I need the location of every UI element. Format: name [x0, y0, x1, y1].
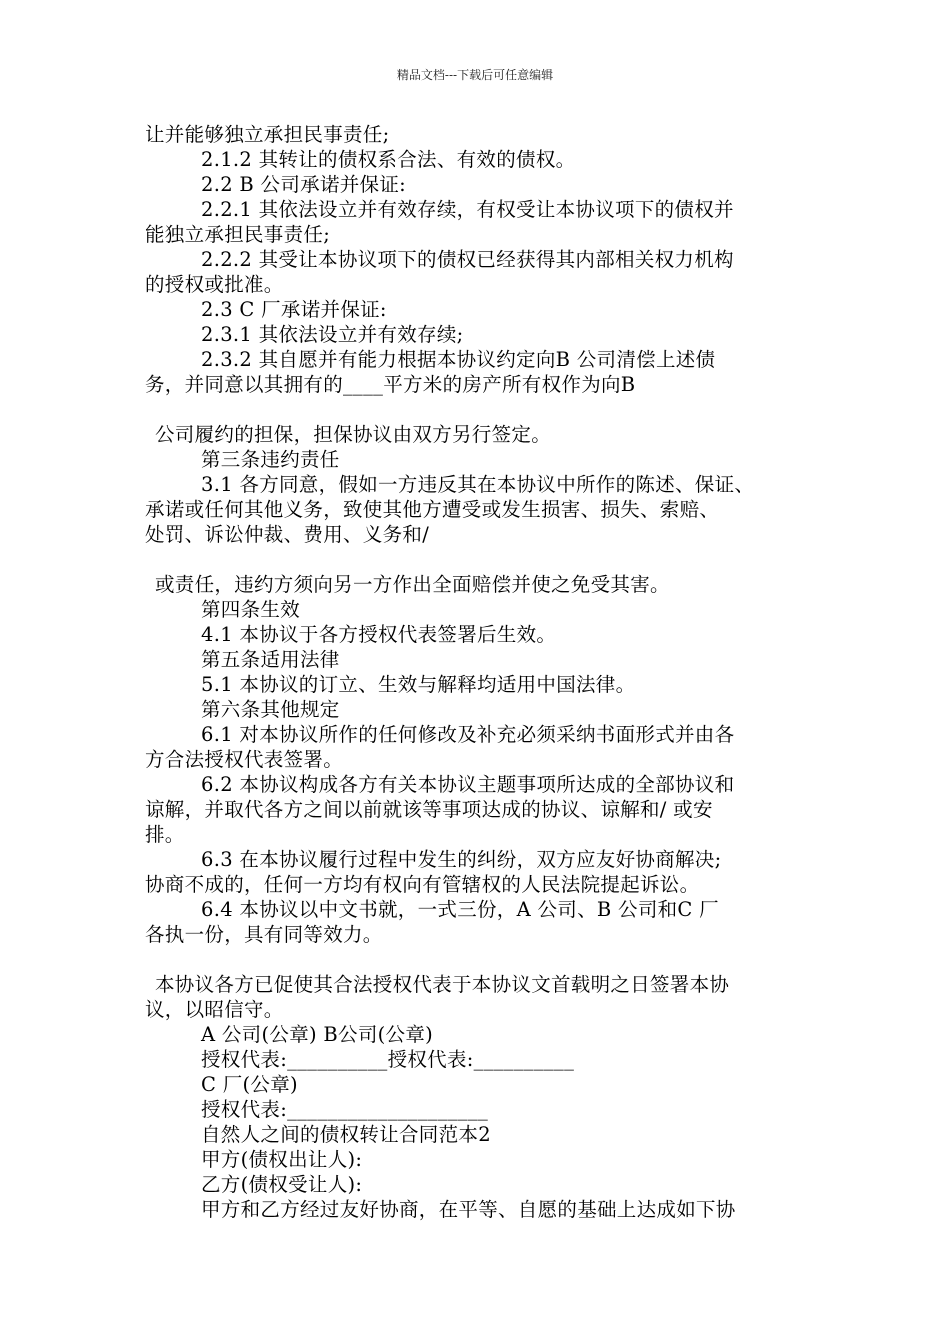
text-line: 2.1.2 其转让的债权系合法、有效的债权。: [201, 148, 576, 171]
text-line: 5.1 本协议的订立、生效与解释均适用中国法律。: [201, 673, 636, 696]
text-line: 处罚、诉讼仲裁、费用、义务和/: [145, 523, 430, 546]
text-line: 承诺或任何其他义务，致使其他方遭受或发生损害、损失、索赔、: [145, 498, 720, 521]
page-header: 精品文档---下载后可任意编辑: [396, 68, 554, 82]
text-line: 议，以昭信守。: [145, 998, 284, 1021]
text-line: 6.4 本协议以中文书就，一式三份，A 公司、B 公司和C 厂: [201, 898, 719, 921]
text-line: 让并能够独立承担民事责任;: [145, 123, 390, 146]
text-line: 各执一份，具有同等效力。: [145, 923, 383, 946]
text-line: 4.1 本协议于各方授权代表签署后生效。: [201, 623, 557, 646]
text-line: 6.2 本协议构成各方有关本协议主题事项所达成的全部协议和: [201, 773, 735, 796]
text-line: 务，并同意以其拥有的____平方米的房产所有权作为向B: [145, 373, 636, 396]
blank-line: [145, 947, 835, 972]
text-line: 6.3 在本协议履行过程中发生的纠纷，双方应友好协商解决;: [201, 848, 722, 871]
text-line: 2.2 B 公司承诺并保证:: [201, 173, 407, 196]
text-line: 谅解，并取代各方之间以前就该等事项达成的协议、谅解和/ 或安: [145, 798, 713, 821]
text-line: 6.1 对本协议所作的任何修改及补充必须采纳书面形式并由各: [201, 723, 735, 746]
text-line: 授权代表:____________________: [201, 1098, 489, 1121]
text-line: 第三条违约责任: [201, 448, 340, 471]
text-line: 或责任，违约方须向另一方作出全面赔偿并使之免受其害。: [155, 573, 670, 596]
text-line: 甲方和乙方经过友好协商，在平等、自愿的基础上达成如下协: [201, 1198, 736, 1221]
text-line: 本协议各方已促使其合法授权代表于本协议文首载明之日签署本协: [155, 973, 730, 996]
document-body: [145, 122, 835, 1222]
text-line: 排。: [145, 823, 185, 846]
text-line: 第四条生效: [201, 598, 301, 621]
text-line: 协商不成的，任何一方均有权向有管辖权的人民法院提起诉讼。: [145, 873, 700, 896]
text-line: 公司履约的担保，担保协议由双方另行签定。: [155, 423, 552, 446]
text-line: 方合法授权代表签署。: [145, 748, 344, 771]
blank-line: [145, 547, 835, 572]
text-line: 授权代表:__________授权代表:__________: [201, 1048, 575, 1071]
text-line: 第五条适用法律: [201, 648, 340, 671]
text-line: 2.2.2 其受让本协议项下的债权已经获得其内部相关权力机构: [201, 248, 734, 271]
text-line: 2.3.1 其依法设立并有效存续;: [201, 323, 464, 346]
text-line: C 厂(公章): [201, 1073, 298, 1096]
text-line: 2.2.1 其依法设立并有效存续，有权受让本协议项下的债权并: [201, 198, 734, 221]
text-line: 能独立承担民事责任;: [145, 223, 331, 246]
text-line: A 公司(公章) B公司(公章): [201, 1023, 434, 1046]
text-line: 自然人之间的债权转让合同范本2: [201, 1123, 491, 1146]
text-line: 第六条其他规定: [201, 698, 340, 721]
text-line: 甲方(债权出让人):: [201, 1148, 363, 1171]
text-line: 2.3.2 其自愿并有能力根据本协议约定向B 公司清偿上述债: [201, 348, 716, 371]
text-line: 的授权或批准。: [145, 273, 284, 296]
text-line: 乙方(债权受让人):: [201, 1173, 363, 1196]
blank-line: [145, 397, 835, 422]
text-line: 3.1 各方同意，假如一方违反其在本协议中所作的陈述、保证、: [201, 473, 755, 496]
text-line: 2.3 C 厂承诺并保证:: [201, 298, 387, 321]
